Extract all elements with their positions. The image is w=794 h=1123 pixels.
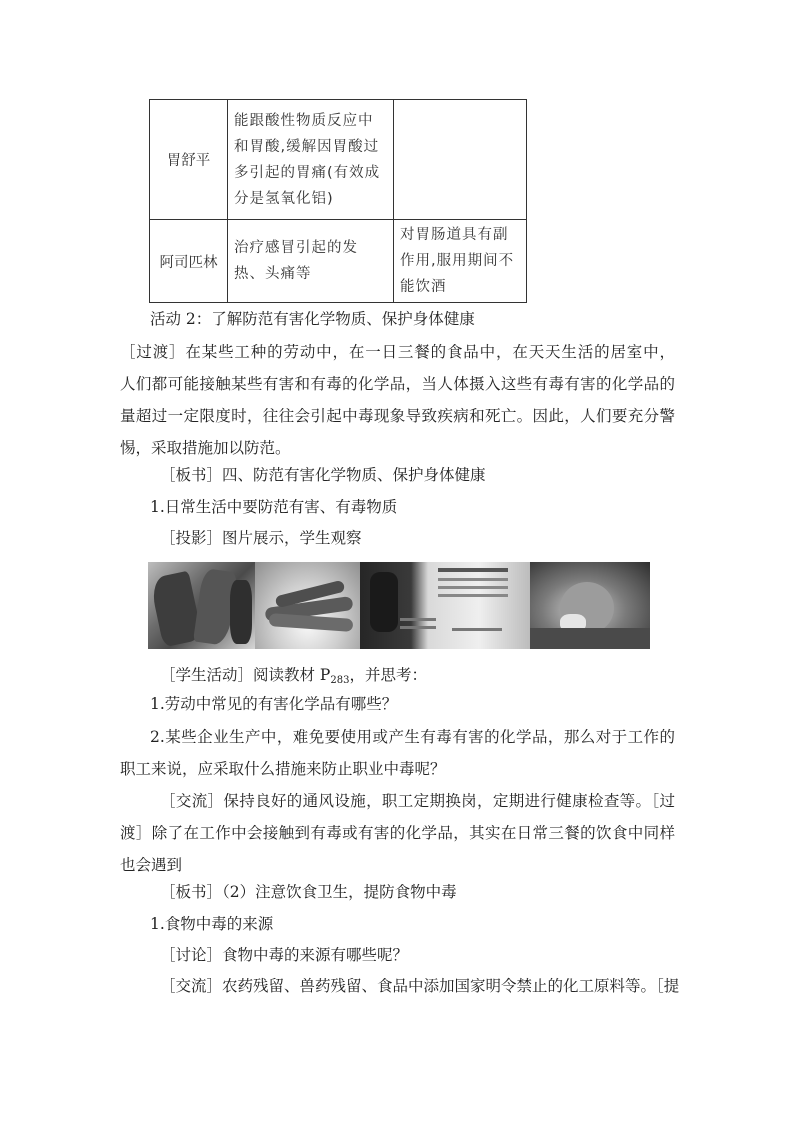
point-heading: 1.食物中毒的来源 [150,915,274,933]
drug-side-effect: 对胃肠道具有副作用,服用期间不能饮酒 [394,220,527,303]
question-2-line: 职工来说，应采取什么措施来防止职业中毒呢？ [120,760,446,778]
point-heading: 1.日常生活中要防范有害、有毒物质 [150,498,398,516]
drug-side-effect [394,100,527,220]
patient-photo [530,562,650,649]
exchange-paragraph-line: 也会遇到 [120,856,183,874]
drug-table [149,99,527,303]
transition-paragraph-line: 人们都可能接触某些有害和有毒的化学品，当人体摄入这些有毒有害的化学品的 [120,375,675,393]
discussion-note: ［讨论］食物中毒的来源有哪些呢？ [160,946,409,964]
exchange-paragraph-line: ［交流］农药残留、兽药残留、食品中添加国家明令禁止的化工原料等。［提 [160,977,680,995]
photo-strip [148,562,650,649]
student-activity-text: ［学生活动］阅读教材 P [160,666,331,684]
student-activity [160,663,427,693]
transition-paragraph-line: 量超过一定限度时，往往会引起中毒现象导致疾病和死亡。因此，人们要充分警 [120,407,675,425]
exchange-paragraph-line: 渡］除了在工作中会接触到有毒或有害的化学品，其实在日常三餐的饮食中同样 [120,824,675,842]
transition-paragraph-line: ［过渡］在某些工种的劳动中，在一日三餐的食品中，在天天生活的居室中， [120,343,675,361]
exchange-paragraph-line: ［交流］保持良好的通风设施，职工定期换岗，定期进行健康检查等。［过 [160,792,675,810]
transition-paragraph-line: 惕，采取措施加以防范。 [120,439,291,457]
page-subscript: 283 [330,675,350,686]
sausage-plate-photo [255,562,360,649]
projection-note: ［投影］图片展示，学生观察 [160,529,362,547]
question-2-line: 2.某些企业生产中，难免要使用或产生有毒有害的化学品，那么对于工作的 [150,728,675,746]
board-note: ［板书］四、防范有害化学物质、保护身体健康 [160,466,486,484]
cured-meat-photo [148,562,255,649]
table-row [150,220,527,303]
drug-name: 阿司匹林 [150,220,228,303]
table-row [150,100,527,220]
drug-name: 胃舒平 [150,100,228,220]
drug-effect: 能跟酸性物质反应中和胃酸,缓解因胃酸过多引起的胃痛(有效成分是氢氧化铝) [228,100,394,220]
newspaper-photo [360,562,530,649]
question-1: 1.劳动中常见的有害化学品有哪些？ [150,695,398,713]
board-note: ［板书］（2）注意饮食卫生，提防食物中毒 [160,883,457,901]
activity-heading: 活动 2：了解防范有害化学物质、保护身体健康 [150,310,475,328]
student-activity-text-end: ，并思考： [349,666,427,684]
drug-effect: 治疗感冒引起的发热、头痛等 [228,220,394,303]
